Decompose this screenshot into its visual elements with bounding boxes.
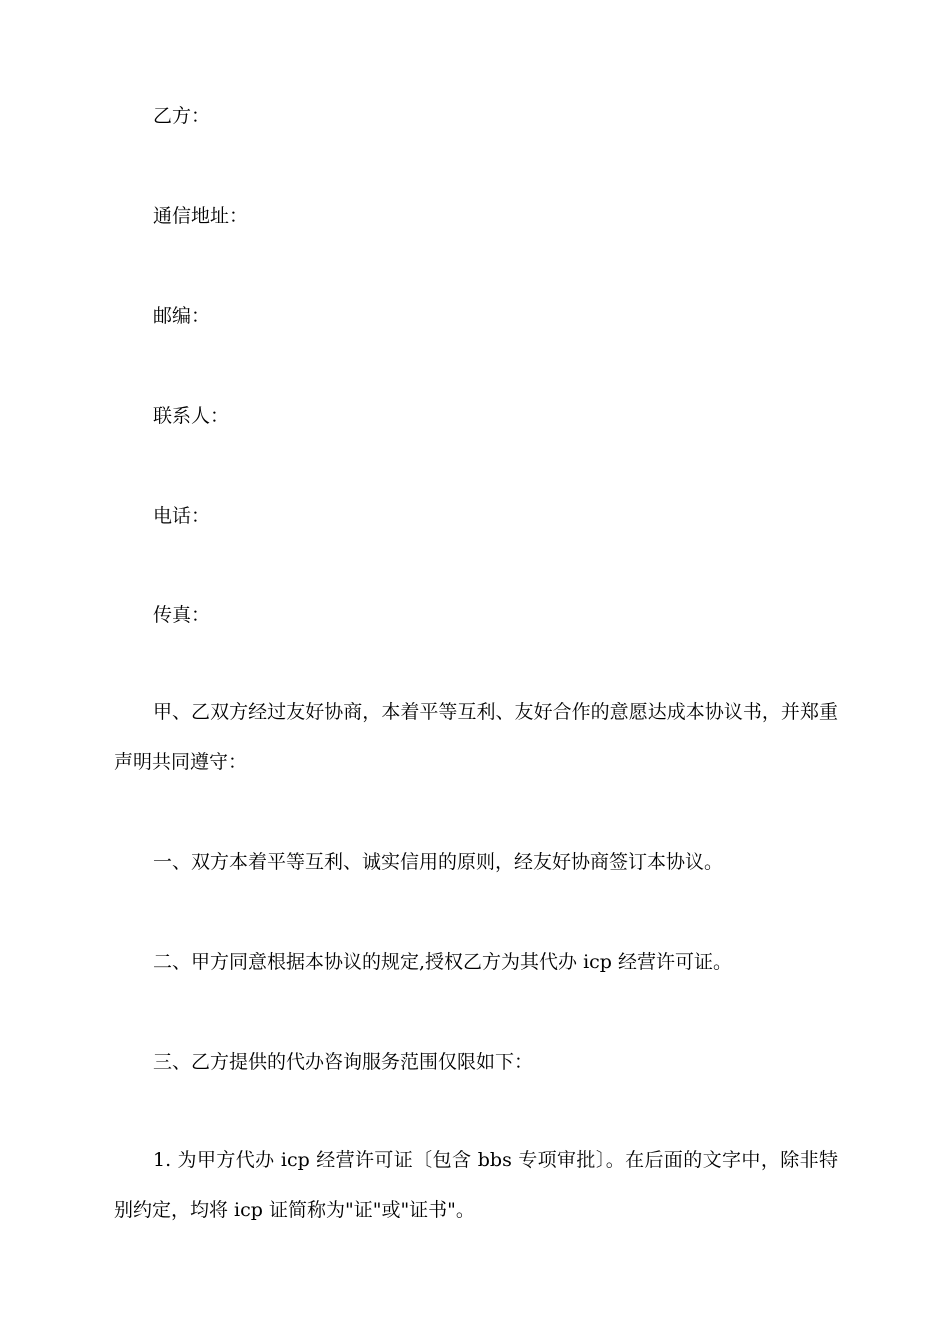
- clause-1: 一、双方本着平等互利、诚实信用的原则，经友好协商签订本协议。: [153, 851, 724, 873]
- field-fax: 传真：: [153, 604, 211, 626]
- clause-3: 三、乙方提供的代办咨询服务范围仅限如下：: [153, 1051, 534, 1073]
- field-phone: 电话：: [153, 505, 211, 527]
- item-1-paragraph: 1. 为甲方代办 icp 经营许可证〔包含 bbs 专项审批〕。在后面的文字中，除非特别约定，均将 icp 证简称为"证"或"证书"。: [114, 1149, 838, 1221]
- field-address: 通信地址：: [153, 205, 249, 227]
- field-postcode: 邮编：: [153, 305, 211, 327]
- field-party-b: 乙方：: [153, 105, 211, 127]
- intro-paragraph: 甲、乙双方经过友好协商，本着平等互利、友好合作的意愿达成本协议书，并郑重声明共同遵守：: [114, 701, 838, 773]
- clause-2: 二、甲方同意根据本协议的规定,授权乙方为其代办 icp 经营许可证。: [153, 951, 733, 973]
- field-contact: 联系人：: [153, 405, 230, 427]
